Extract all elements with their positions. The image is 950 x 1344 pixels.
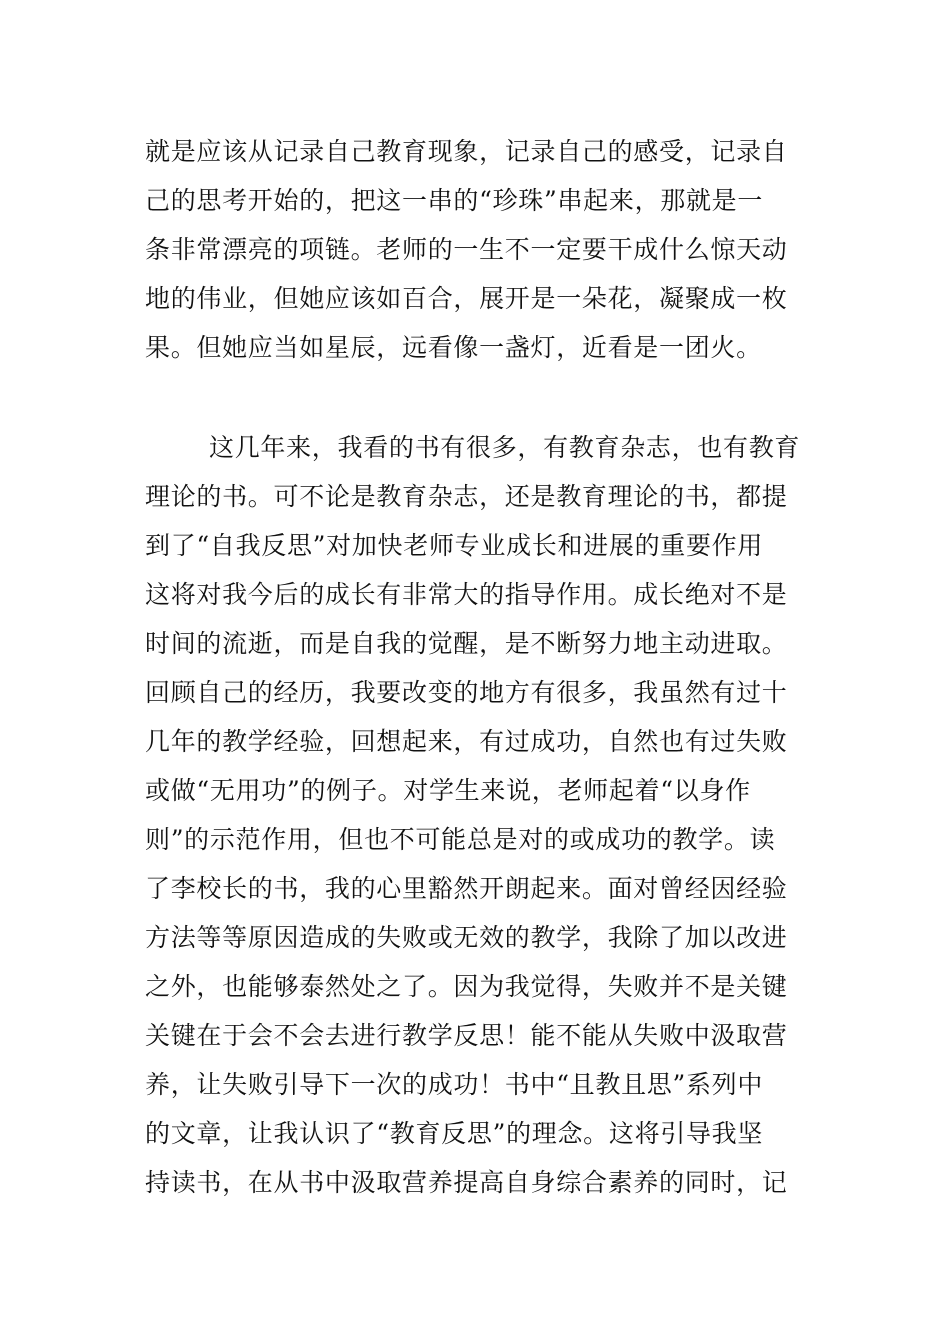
text-line: 关键在于会不会去进行教学反思！能不能从失败中汲取营 — [145, 1021, 788, 1050]
text-line: 地的伟业，但她应该如百合，展开是一朵花，凝聚成一枚 — [145, 284, 788, 313]
text-line: 的文章，让我认识了“教育反思”的理念。这将引导我坚 — [145, 1119, 764, 1148]
text-line: 条非常漂亮的项链。老师的一生不一定要干成什么惊天动 — [145, 235, 788, 264]
text-line: 回顾自己的经历，我要改变的地方有很多，我虽然有过十 — [145, 678, 788, 707]
text-line: 几年的教学经验，回想起来，有过成功，自然也有过失败 — [145, 727, 788, 756]
text-line: 到了“自我反思”对加快老师专业成长和进展的重要作用 — [145, 531, 764, 560]
text-line: 就是应该从记录自己教育现象，记录自己的感受，记录自 — [145, 137, 788, 166]
text-line: 养，让失败引导下一次的成功！书中“且教且思”系列中 — [145, 1070, 764, 1099]
text-line: 果。但她应当如星辰，远看像一盏灯，近看是一团火。 — [145, 333, 762, 362]
text-line: 之外，也能够泰然处之了。因为我觉得，失败并不是关键 — [145, 972, 788, 1001]
text-line: 时间的流逝，而是自我的觉醒，是不断努力地主动进取。 — [145, 629, 788, 658]
paragraph-2 — [145, 423, 810, 1207]
text-line: 理论的书。可不论是教育杂志，还是教育理论的书，都提 — [145, 482, 788, 511]
text-line: 方法等等原因造成的失败或无效的教学，我除了加以改进 — [145, 923, 788, 952]
paragraph-1 — [145, 127, 810, 372]
text-line: 了李校长的书，我的心里豁然开朗起来。面对曾经因经验 — [145, 874, 788, 903]
text-line: 或做“无用功”的例子。对学生来说，老师起着“以身作 — [145, 776, 751, 805]
text-line: 这几年来，我看的书有很多，有教育杂志，也有教育 — [209, 433, 801, 462]
text-line: 己的思考开始的，把这一串的“珍珠”串起来，那就是一 — [145, 186, 764, 215]
text-line: 持读书，在从书中汲取营养提高自身综合素养的同时，记 — [145, 1168, 788, 1197]
text-line: 则”的示范作用，但也不可能总是对的或成功的教学。读 — [145, 825, 776, 854]
text-line: 这将对我今后的成长有非常大的指导作用。成长绝对不是 — [145, 580, 788, 609]
